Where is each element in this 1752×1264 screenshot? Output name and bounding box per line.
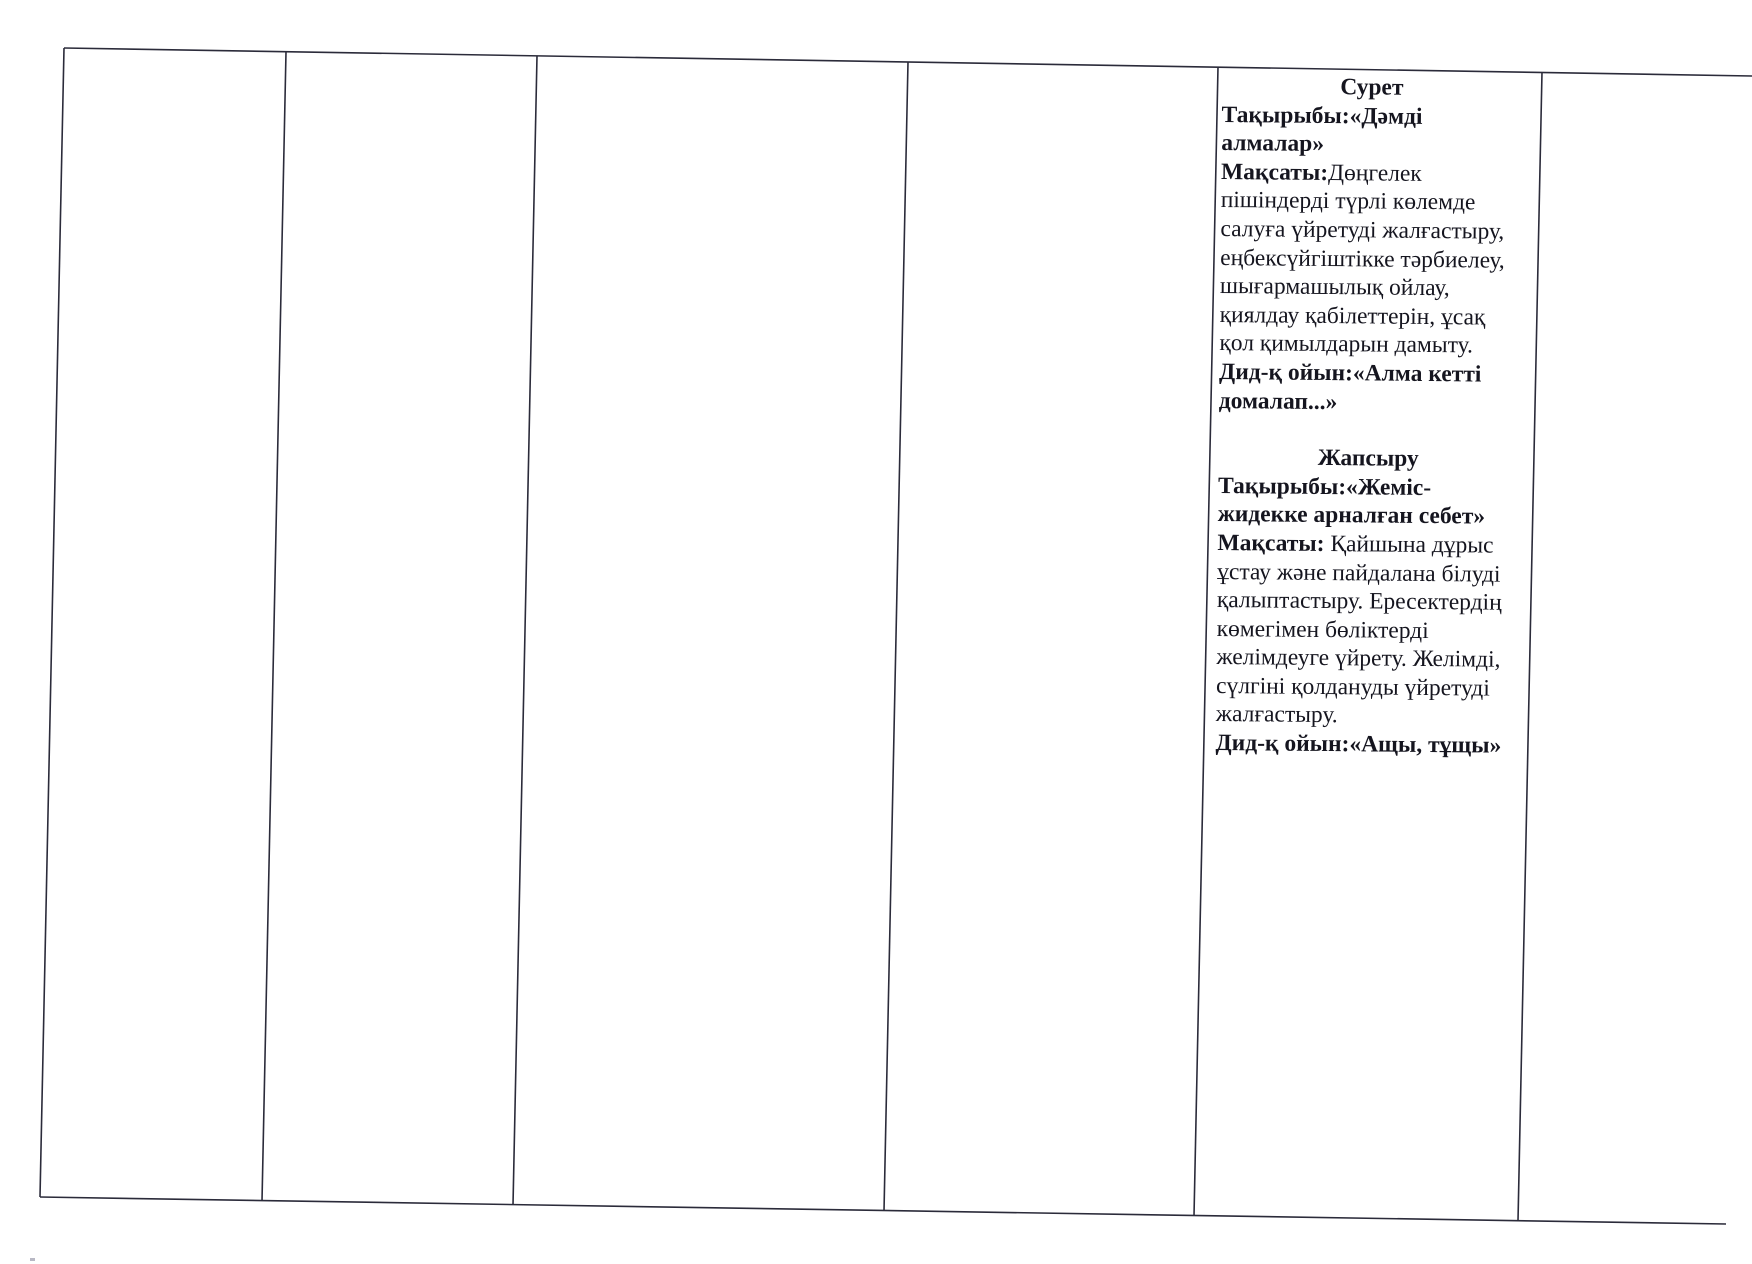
goal-paragraph	[1216, 529, 1518, 732]
game-label: Дид-қ ойын:	[1218, 358, 1354, 387]
column-border-5	[1194, 67, 1218, 1216]
section-title: Жапсыру	[1317, 445, 1419, 473]
column-border-4	[884, 62, 908, 1211]
topic-line	[1218, 472, 1519, 532]
goal-text: Дөңгелек пішіндерді түрлі көлемде салуға үйретуді жалғастыру, еңбексүйгіштікке тәрбиелеу, шығармашылық ойлау, қиялдау қабілеттерін, ұсақ қол қимылдарын дамыту.	[1219, 159, 1505, 359]
game-value: «Ащы, тұщы»	[1349, 731, 1502, 759]
topic-label: Тақырыбы:	[1221, 101, 1350, 129]
topic-value: «Жеміс-жидекке арналған себет»	[1217, 473, 1486, 530]
column-border-3	[513, 56, 537, 1205]
goal-text: Қайшына дұрыс ұстау және пайдалана білуді қалыптастыру. Ересектердің көмегімен бөліктерді желімдеуге үйрету. Желімді, сүлгіні қолдануды үйретуді жалғастыру.	[1215, 530, 1502, 729]
scan-artifact	[30, 1258, 35, 1261]
game-line	[1215, 729, 1515, 760]
table-bottom-border	[40, 1197, 1726, 1224]
activity-cell	[1215, 72, 1522, 761]
section-spacer	[1218, 415, 1518, 446]
goal-label: Мақсаты:	[1217, 529, 1325, 557]
goal-paragraph	[1219, 158, 1521, 361]
section-title: Сурет	[1340, 74, 1404, 101]
topic-label: Тақырыбы:	[1217, 472, 1347, 500]
column-border-2	[262, 52, 286, 1201]
topic-line	[1221, 101, 1522, 161]
game-label: Дид-қ ойын:	[1215, 730, 1350, 758]
column-border-6	[1518, 72, 1542, 1221]
column-border-1	[40, 48, 64, 1197]
game-line	[1219, 358, 1520, 418]
game-value: «Алма кетті домалап...»	[1218, 360, 1482, 415]
topic-value: «Дәмді алмалар»	[1221, 102, 1423, 158]
goal-label: Мақсаты:	[1220, 158, 1329, 186]
